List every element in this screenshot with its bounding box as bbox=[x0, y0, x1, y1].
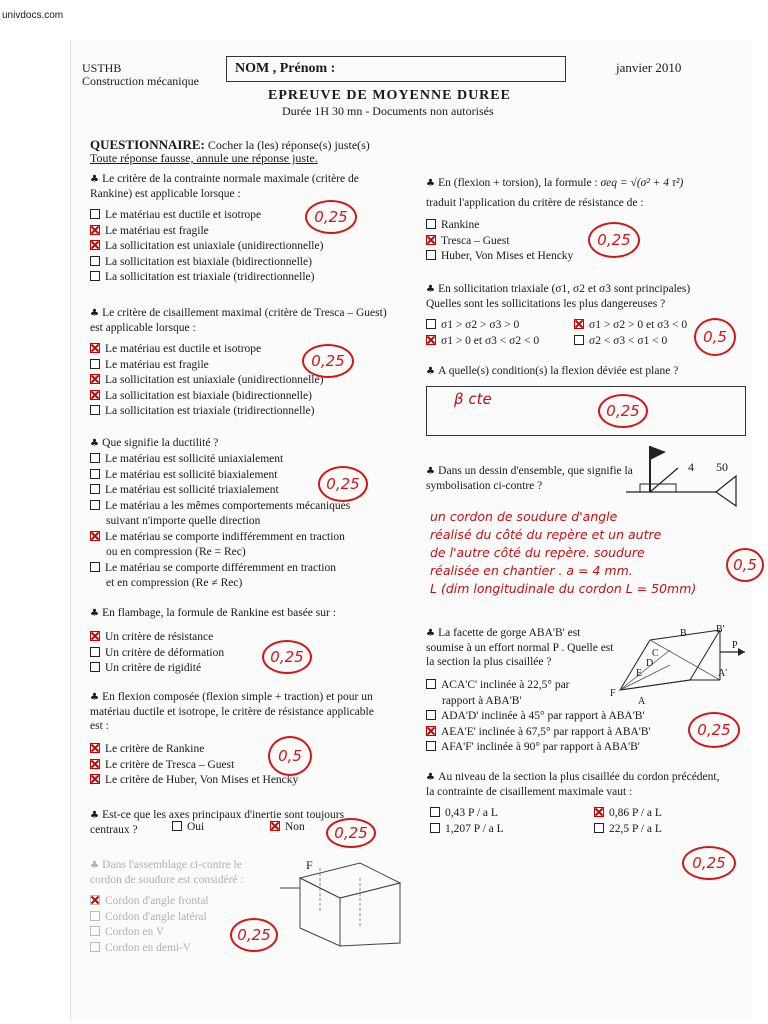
q9-option-1[interactable]: σ1 > σ2 > σ3 > 0 bbox=[426, 318, 519, 334]
q1-option-1[interactable]: Le matériau est ductile et isotrope bbox=[90, 208, 323, 224]
q3-score: 0,25 bbox=[318, 466, 368, 502]
fig-label-c: C bbox=[652, 648, 659, 659]
checkbox[interactable] bbox=[172, 821, 182, 831]
q3-options bbox=[90, 452, 350, 592]
checkbox[interactable] bbox=[90, 647, 100, 657]
q7-option-4[interactable]: Cordon en demi-V bbox=[90, 941, 209, 957]
club-icon: ♣ bbox=[426, 772, 439, 783]
q5-options bbox=[90, 742, 298, 789]
q4-option-3[interactable]: Un critère de rigidité bbox=[90, 661, 224, 677]
checkbox-checked[interactable] bbox=[90, 743, 100, 753]
q11-answer bbox=[430, 508, 750, 598]
instructions bbox=[90, 138, 390, 165]
q3-text: ♣ Que signifie la ductilité ? bbox=[90, 437, 219, 449]
q4-option-1[interactable]: Un critère de résistance bbox=[90, 630, 224, 646]
checkbox-checked[interactable] bbox=[270, 821, 280, 831]
weld-symbol-figure bbox=[626, 440, 746, 510]
checkbox[interactable] bbox=[426, 679, 436, 689]
club-icon: ♣ bbox=[426, 628, 439, 639]
q10-score: 0,25 bbox=[598, 394, 648, 428]
checkbox[interactable] bbox=[426, 710, 436, 720]
q12-option-2[interactable]: ADA'D' inclinée à 45° par rapport à ABA'B' bbox=[426, 709, 651, 725]
q8-text: ♣ En (flexion + torsion), la formule : σeq = √(σ² + 4 τ²) bbox=[426, 177, 684, 189]
checkbox[interactable] bbox=[90, 405, 100, 415]
q11-answer-line: réalisée en chantier . a = 4 mm. bbox=[430, 563, 633, 578]
q13-score: 0,25 bbox=[682, 846, 736, 880]
school-name: USTHB bbox=[82, 61, 122, 75]
checkbox-checked[interactable] bbox=[594, 807, 604, 817]
club-icon: ♣ bbox=[90, 608, 103, 619]
q1-score: 0,25 bbox=[305, 200, 357, 234]
exam-duration: Durée 1H 30 mn - Documents non autorisés bbox=[282, 104, 494, 118]
q13-option-1[interactable]: 0,43 P / a L bbox=[430, 806, 498, 822]
source-watermark: univdocs.com bbox=[2, 10, 64, 21]
q3-option-5-cont: ou en compression (Re = Rec) bbox=[106, 546, 246, 558]
q8-option-2[interactable]: Tresca – Guest bbox=[426, 234, 573, 250]
q7-score: 0,25 bbox=[230, 918, 278, 952]
q12-option-4[interactable]: AFA'F' inclinée à 90° par rapport à ABA'B' bbox=[426, 740, 651, 756]
q12-text: ♣ La facette de gorge ABA'B' est soumise à un effort normal P . Quelle est la section la plus cisaillée ? bbox=[426, 627, 614, 668]
checkbox[interactable] bbox=[426, 741, 436, 751]
checkbox[interactable] bbox=[594, 823, 604, 833]
q13-option-3[interactable]: 1,207 P / a L bbox=[430, 822, 504, 838]
q11-answer-line: réalisé du côté du repère et un autre bbox=[430, 527, 662, 542]
checkbox[interactable] bbox=[90, 453, 100, 463]
q3-option-6-cont: et en compression (Re ≠ Rec) bbox=[106, 577, 243, 589]
checkbox[interactable] bbox=[574, 335, 584, 345]
checkbox-checked[interactable] bbox=[426, 235, 436, 245]
q9-option-4[interactable]: σ2 < σ3 < σ1 < 0 bbox=[574, 334, 667, 350]
checkbox[interactable] bbox=[90, 256, 100, 266]
fig-label-a: A bbox=[638, 696, 646, 707]
checkbox-checked[interactable] bbox=[90, 631, 100, 641]
q8-option-1[interactable]: Rankine bbox=[426, 218, 573, 234]
penalty-note: Toute réponse fausse, annule une réponse juste. bbox=[90, 151, 318, 165]
q3-option-6[interactable]: Le matériau se comporte différemment en traction bbox=[90, 561, 350, 577]
name-field[interactable]: NOM , Prénom : bbox=[226, 56, 566, 82]
q10-answer: β cte bbox=[454, 390, 492, 408]
checkbox-checked[interactable] bbox=[90, 531, 100, 541]
checkbox-checked[interactable] bbox=[90, 390, 100, 400]
q13-text: ♣ Au niveau de la section la plus cisaillée du cordon précédent, la contrainte de cisaillement maximale vaut : bbox=[426, 771, 720, 798]
symbol-label-50: 50 bbox=[716, 460, 728, 474]
fig-label-p: P bbox=[732, 640, 738, 651]
checkbox[interactable] bbox=[90, 484, 100, 494]
course-name: Construction mécanique bbox=[82, 74, 199, 88]
q9-score: 0,5 bbox=[694, 318, 736, 356]
q6-option-non[interactable]: Non bbox=[270, 820, 305, 836]
fig-label-b-prime: B' bbox=[716, 624, 725, 635]
checkbox[interactable] bbox=[90, 942, 100, 952]
q13-option-2[interactable]: 0,86 P / a L bbox=[594, 806, 662, 822]
q12-option-1-cont: rapport à ABA'B' bbox=[442, 694, 522, 707]
q1-option-4[interactable]: La sollicitation est biaxiale (bidirectionnelle) bbox=[90, 255, 323, 271]
q9-text: ♣ En sollicitation triaxiale (σ1, σ2 et σ3 sont principales) Quelles sont les sollicitations les plus dangereuses ? bbox=[426, 283, 691, 310]
symbol-label-4: 4 bbox=[688, 460, 694, 474]
q3-option-1[interactable]: Le matériau est sollicité uniaxialement bbox=[90, 452, 350, 468]
q7-option-1[interactable]: Cordon d'angle frontal bbox=[90, 894, 209, 910]
q9-option-3[interactable]: σ1 > 0 et σ3 < σ2 < 0 bbox=[426, 334, 539, 350]
q2-option-1[interactable]: Le matériau est ductile et isotrope bbox=[90, 342, 323, 358]
checkbox-checked[interactable] bbox=[574, 319, 584, 329]
club-icon: ♣ bbox=[426, 466, 439, 477]
q9-option-2[interactable]: σ1 > σ2 > 0 et σ3 < 0 bbox=[574, 318, 687, 334]
checkbox-checked[interactable] bbox=[90, 343, 100, 353]
checkbox-checked[interactable] bbox=[90, 240, 100, 250]
q11-text: ♣ Dans un dessin d'ensemble, que signifie la symbolisation ci-contre ? bbox=[426, 465, 633, 492]
q10-text: ♣ A quelle(s) condition(s) la flexion déviée est plane ? bbox=[426, 365, 679, 377]
q8-options bbox=[426, 218, 573, 265]
club-icon: ♣ bbox=[426, 284, 439, 295]
q4-score: 0,25 bbox=[262, 640, 312, 674]
q4-options bbox=[90, 630, 224, 677]
q2-option-4[interactable]: La sollicitation est biaxiale (bidirectionnelle) bbox=[90, 389, 323, 405]
formula: σeq = √(σ² + 4 τ²) bbox=[600, 177, 684, 189]
q3-option-3[interactable]: Le matériau est sollicité triaxialement bbox=[90, 483, 350, 499]
club-icon: ♣ bbox=[90, 860, 103, 871]
q11-answer-line: L (dim longitudinale du cordon L = 50mm) bbox=[430, 581, 697, 596]
q3-option-5[interactable]: Le matériau se comporte indifféremment en traction bbox=[90, 530, 350, 546]
q5-option-3[interactable]: Le critère de Huber, Von Mises et Hencky bbox=[90, 773, 298, 789]
q3-option-4[interactable]: Le matériau a les mêmes comportements mécaniques bbox=[90, 499, 350, 515]
fig-label-e: E bbox=[636, 668, 643, 679]
q7-options bbox=[90, 894, 209, 956]
exam-date: janvier 2010 bbox=[616, 60, 682, 75]
checkbox[interactable] bbox=[90, 662, 100, 672]
q1-option-2[interactable]: Le matériau est fragile bbox=[90, 224, 323, 240]
q11-answer-line: un cordon de soudure d'angle bbox=[430, 509, 618, 524]
q5-option-2[interactable]: Le critère de Tresca – Guest bbox=[90, 758, 298, 774]
checkbox-checked[interactable] bbox=[426, 335, 436, 345]
q12-option-3[interactable]: AEA'E' inclinée à 67,5° par rapport à ABA'B' bbox=[426, 725, 651, 741]
weld-assembly-figure bbox=[280, 858, 410, 948]
q6-option-oui[interactable]: Oui bbox=[172, 820, 204, 836]
q7-text: ♣ Dans l'assemblage ci-contre le cordon de soudure est considéré : bbox=[90, 859, 244, 886]
q2-options bbox=[90, 342, 323, 420]
checkbox-checked[interactable] bbox=[90, 774, 100, 784]
q7-option-3[interactable]: Cordon en V bbox=[90, 925, 209, 941]
checkbox[interactable] bbox=[90, 469, 100, 479]
q2-option-3[interactable]: La sollicitation est uniaxiale (unidirectionnelle) bbox=[90, 373, 323, 389]
fig-label-d: D bbox=[646, 658, 654, 669]
fig-label-b: B bbox=[680, 628, 687, 639]
club-icon: ♣ bbox=[90, 438, 103, 449]
q3-option-4-cont: suivant n'importe quelle direction bbox=[106, 515, 261, 527]
checkbox[interactable] bbox=[430, 807, 440, 817]
checkbox-checked[interactable] bbox=[426, 726, 436, 736]
checkbox-checked[interactable] bbox=[90, 225, 100, 235]
checkbox[interactable] bbox=[90, 926, 100, 936]
q2-text: ♣ Le critère de cisaillement maximal (critère de Tresca – Guest) est applicable lorsque : bbox=[90, 307, 387, 334]
q3-option-2[interactable]: Le matériau est sollicité biaxialement bbox=[90, 468, 350, 484]
q5-option-1[interactable]: Le critère de Rankine bbox=[90, 742, 298, 758]
checkbox[interactable] bbox=[90, 209, 100, 219]
club-icon: ♣ bbox=[90, 308, 103, 319]
q1-option-3[interactable]: La sollicitation est uniaxiale (unidirectionnelle) bbox=[90, 239, 323, 255]
club-icon: ♣ bbox=[426, 366, 439, 377]
q11-answer-line: de l'autre côté du repère. soudure bbox=[430, 545, 645, 560]
q6-score: 0,25 bbox=[326, 818, 376, 848]
checkbox-checked[interactable] bbox=[90, 374, 100, 384]
checkbox[interactable] bbox=[426, 250, 436, 260]
instructions-text: Cocher la (les) réponse(s) juste(s) bbox=[207, 138, 370, 152]
fig-label-a-prime: A' bbox=[718, 668, 728, 679]
checkbox-checked[interactable] bbox=[90, 895, 100, 905]
club-icon: ♣ bbox=[90, 174, 103, 185]
q12-option-1[interactable]: ACA'C' inclinée à 22,5° par bbox=[426, 678, 651, 694]
header-left bbox=[82, 62, 199, 88]
q2-score: 0,25 bbox=[302, 344, 354, 378]
fig-label-f: F bbox=[610, 688, 616, 699]
exam-title: EPREUVE DE MOYENNE DUREE bbox=[268, 88, 511, 103]
q1-text: ♣ Le critère de la contrainte normale maximale (critère de Rankine) est applicable lorsque : bbox=[90, 173, 359, 200]
checkbox[interactable] bbox=[90, 562, 100, 572]
q8-score: 0,25 bbox=[588, 222, 640, 258]
checkbox[interactable] bbox=[90, 359, 100, 369]
q11-score: 0,5 bbox=[726, 548, 764, 582]
checkbox[interactable] bbox=[90, 500, 100, 510]
q5-text: ♣ En flexion composée (flexion simple + traction) et pour un matériau ductile et isotrope, le critère de résistance applicable est : bbox=[90, 691, 374, 732]
figure-label-f: F bbox=[306, 858, 313, 872]
q8-text2: traduit l'application du critère de résistance de : bbox=[426, 197, 644, 209]
questionnaire-label: QUESTIONNAIRE: bbox=[90, 137, 205, 152]
checkbox-checked[interactable] bbox=[90, 759, 100, 769]
q8-option-3[interactable]: Huber, Von Mises et Hencky bbox=[426, 249, 573, 265]
q2-option-2[interactable]: Le matériau est fragile bbox=[90, 358, 323, 374]
checkbox[interactable] bbox=[426, 319, 436, 329]
q1-options bbox=[90, 208, 323, 286]
q2-option-5[interactable]: La sollicitation est triaxiale (tridirectionnelle) bbox=[90, 404, 323, 420]
club-icon: ♣ bbox=[426, 178, 439, 189]
q6-text: ♣ Est-ce que les axes principaux d'inertie sont toujours centraux ? bbox=[90, 809, 345, 836]
q4-text: ♣ En flambage, la formule de Rankine est basée sur : bbox=[90, 607, 336, 619]
q13-option-4[interactable]: 22,5 P / a L bbox=[594, 822, 662, 838]
club-icon: ♣ bbox=[90, 692, 103, 703]
checkbox[interactable] bbox=[430, 823, 440, 833]
checkbox[interactable] bbox=[426, 219, 436, 229]
q5-score: 0,5 bbox=[268, 736, 312, 776]
q7-option-2[interactable]: Cordon d'angle latéral bbox=[90, 910, 209, 926]
checkbox[interactable] bbox=[90, 271, 100, 281]
q4-option-2[interactable]: Un critère de déformation bbox=[90, 646, 224, 662]
checkbox[interactable] bbox=[90, 911, 100, 921]
q12-score: 0,25 bbox=[688, 712, 740, 748]
q12-options bbox=[426, 678, 651, 756]
q1-option-5[interactable]: La sollicitation est triaxiale (tridirectionnelle) bbox=[90, 270, 323, 286]
club-icon: ♣ bbox=[90, 810, 103, 821]
